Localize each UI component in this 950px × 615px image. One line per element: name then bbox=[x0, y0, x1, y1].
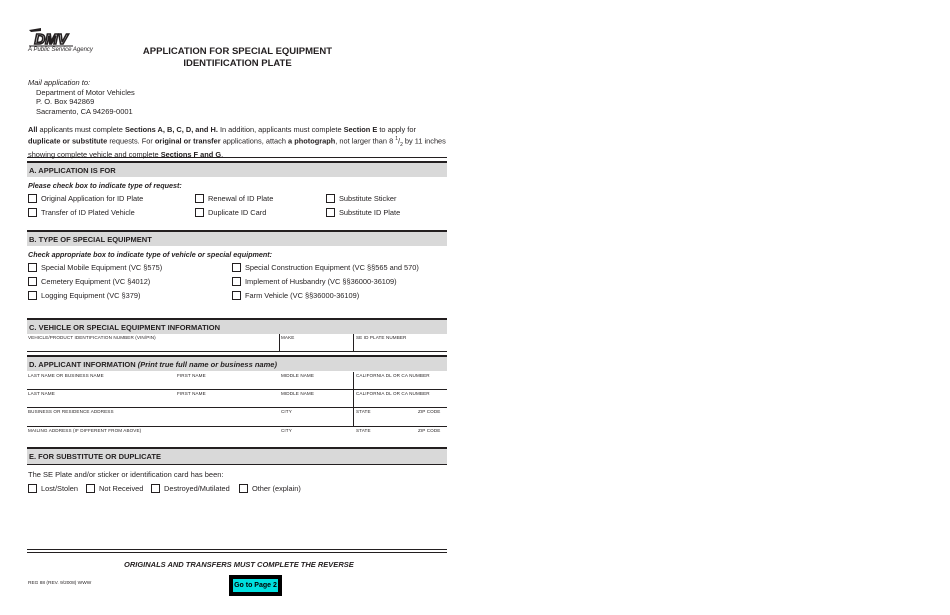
section-e-header: E. FOR SUBSTITUTE OR DUPLICATE bbox=[27, 447, 447, 465]
city-label: CITY bbox=[281, 409, 292, 414]
logo-text: DMV bbox=[34, 31, 68, 47]
title-line-2: IDENTIFICATION PLATE bbox=[183, 57, 292, 69]
instructions-paragraph: All applicants must complete Sections A, B, C, D, and H. In addition, applicants must complete Section E to apply for duplicate or substitute requests. For original or transfer applications, attach a photograph, not larger than 8 $^1/_2$ by 11 inches showing complete vehicle and complete Sections F and G. bbox=[28, 125, 446, 160]
checkbox-substitute-id-plate[interactable]: Substitute ID Plate bbox=[326, 208, 400, 217]
checkbox[interactable] bbox=[326, 208, 335, 217]
page-title bbox=[130, 46, 345, 69]
last-or-business-name-label: LAST NAME OR BUSINESS NAME bbox=[28, 373, 104, 378]
checkbox[interactable] bbox=[195, 194, 204, 203]
applicant-name-row-2 bbox=[27, 390, 447, 408]
agency-tagline: A Public Service Agency bbox=[28, 47, 93, 53]
field-divider bbox=[353, 372, 354, 390]
mail-line-1: Department of Motor Vehicles bbox=[36, 87, 135, 97]
checkbox-farm-vehicle[interactable]: Farm Vehicle (VC §§36000-36109) bbox=[232, 291, 359, 300]
checkbox[interactable] bbox=[239, 484, 248, 493]
section-c-header: C. VEHICLE OR SPECIAL EQUIPMENT INFORMATION bbox=[27, 318, 447, 334]
checkbox-cemetery[interactable]: Cemetery Equipment (VC §4012) bbox=[28, 277, 150, 286]
middle-name-label: MIDDLE NAME bbox=[281, 391, 315, 396]
section-a-header: A. APPLICATION IS FOR bbox=[27, 161, 447, 177]
section-d-header: D. APPLICANT INFORMATION (Print true full name or business name) bbox=[27, 355, 447, 371]
dl-number-label: CALIFORNIA DL OR CA NUMBER bbox=[356, 373, 430, 378]
mailing-address-label: MAILING ADDRESS (IF DIFFERENT FROM ABOVE) bbox=[28, 428, 142, 433]
divider bbox=[27, 552, 447, 553]
section-b-header: B. TYPE OF SPECIAL EQUIPMENT bbox=[27, 230, 447, 246]
divider bbox=[27, 549, 447, 550]
state-label: STATE bbox=[356, 428, 371, 433]
checkbox[interactable] bbox=[28, 484, 37, 493]
mail-line-3: Sacramento, CA 94269-0001 bbox=[36, 106, 133, 116]
residence-address-row bbox=[27, 408, 447, 427]
checkbox-husbandry[interactable]: Implement of Husbandry (VC §§36000-36109) bbox=[232, 277, 397, 286]
mailing-address-row bbox=[27, 427, 447, 446]
middle-name-label: MIDDLE NAME bbox=[281, 373, 315, 378]
divider bbox=[27, 157, 447, 158]
checkbox-lost-stolen[interactable]: Lost/Stolen bbox=[28, 484, 78, 493]
section-a-instruction: Please check box to indicate type of request: bbox=[28, 181, 182, 190]
go-to-page-2-button[interactable] bbox=[229, 575, 282, 596]
field-divider bbox=[353, 334, 354, 352]
checkbox[interactable] bbox=[28, 277, 37, 286]
checkbox[interactable] bbox=[326, 194, 335, 203]
mail-line-2: P. O. Box 942869 bbox=[36, 97, 95, 107]
make-field-label: MAKE bbox=[281, 335, 295, 340]
checkbox-duplicate-id-card[interactable]: Duplicate ID Card bbox=[195, 208, 266, 217]
checkbox-not-received[interactable]: Not Received bbox=[86, 484, 143, 493]
checkbox[interactable] bbox=[232, 263, 241, 272]
zip-label: ZIP CODE bbox=[418, 428, 441, 433]
field-divider bbox=[353, 390, 354, 408]
checkbox[interactable] bbox=[28, 291, 37, 300]
checkbox[interactable] bbox=[28, 263, 37, 272]
applicant-name-row-1 bbox=[27, 372, 447, 390]
first-name-label: FIRST NAME bbox=[177, 391, 206, 396]
checkbox[interactable] bbox=[28, 194, 37, 203]
reverse-side-note: ORIGINALS AND TRANSFERS MUST COMPLETE THE REVERSE bbox=[124, 560, 354, 569]
checkbox-other-explain[interactable]: Other (explain) bbox=[239, 484, 301, 493]
checkbox-original-application[interactable]: Original Application for ID Plate bbox=[28, 194, 143, 203]
checkbox-renewal-id-plate[interactable]: Renewal of ID Plate bbox=[195, 194, 273, 203]
dmv-logo bbox=[27, 27, 75, 47]
first-name-label: FIRST NAME bbox=[177, 373, 206, 378]
checkbox[interactable] bbox=[232, 291, 241, 300]
city-label: CITY bbox=[281, 428, 292, 433]
residence-address-label: BUSINESS OR RESIDENCE ADDRESS bbox=[28, 409, 114, 414]
checkbox[interactable] bbox=[151, 484, 160, 493]
field-divider bbox=[353, 408, 354, 427]
checkbox-destroyed-mutilated[interactable]: Destroyed/Mutilated bbox=[151, 484, 230, 493]
dl-number-label: CALIFORNIA DL OR CA NUMBER bbox=[356, 391, 430, 396]
checkbox-transfer-vehicle[interactable]: Transfer of ID Plated Vehicle bbox=[28, 208, 135, 217]
go-to-page-2-label[interactable]: Go to Page 2 bbox=[232, 578, 279, 593]
field-divider bbox=[279, 334, 280, 352]
last-name-label: LAST NAME bbox=[28, 391, 55, 396]
mail-label: Mail application to: bbox=[28, 78, 91, 87]
form-number: REG 88 (REV. 9/2008) WWW bbox=[28, 581, 92, 586]
state-label: STATE bbox=[356, 409, 371, 414]
checkbox[interactable] bbox=[232, 277, 241, 286]
plate-number-field-label: SE ID PLATE NUMBER bbox=[356, 335, 407, 340]
checkbox[interactable] bbox=[86, 484, 95, 493]
checkbox[interactable] bbox=[195, 208, 204, 217]
zip-label: ZIP CODE bbox=[418, 409, 441, 414]
checkbox-logging[interactable]: Logging Equipment (VC §379) bbox=[28, 291, 140, 300]
section-e-statement: The SE Plate and/or sticker or identification card has been: bbox=[28, 470, 224, 479]
checkbox-substitute-sticker[interactable]: Substitute Sticker bbox=[326, 194, 397, 203]
section-b-instruction: Check appropriate box to indicate type of vehicle or special equipment: bbox=[28, 250, 273, 259]
checkbox-special-mobile[interactable]: Special Mobile Equipment (VC §575) bbox=[28, 263, 162, 272]
title-line-1: APPLICATION FOR SPECIAL EQUIPMENT bbox=[142, 46, 333, 57]
vin-field-label: VEHICLE/PRODUCT IDENTIFICATION NUMBER (VIN/PIN) bbox=[28, 335, 156, 340]
mail-address-block bbox=[28, 78, 135, 116]
vehicle-info-row bbox=[27, 334, 447, 352]
checkbox[interactable] bbox=[28, 208, 37, 217]
checkbox-special-construction[interactable]: Special Construction Equipment (VC §§565 and 570) bbox=[232, 263, 419, 272]
